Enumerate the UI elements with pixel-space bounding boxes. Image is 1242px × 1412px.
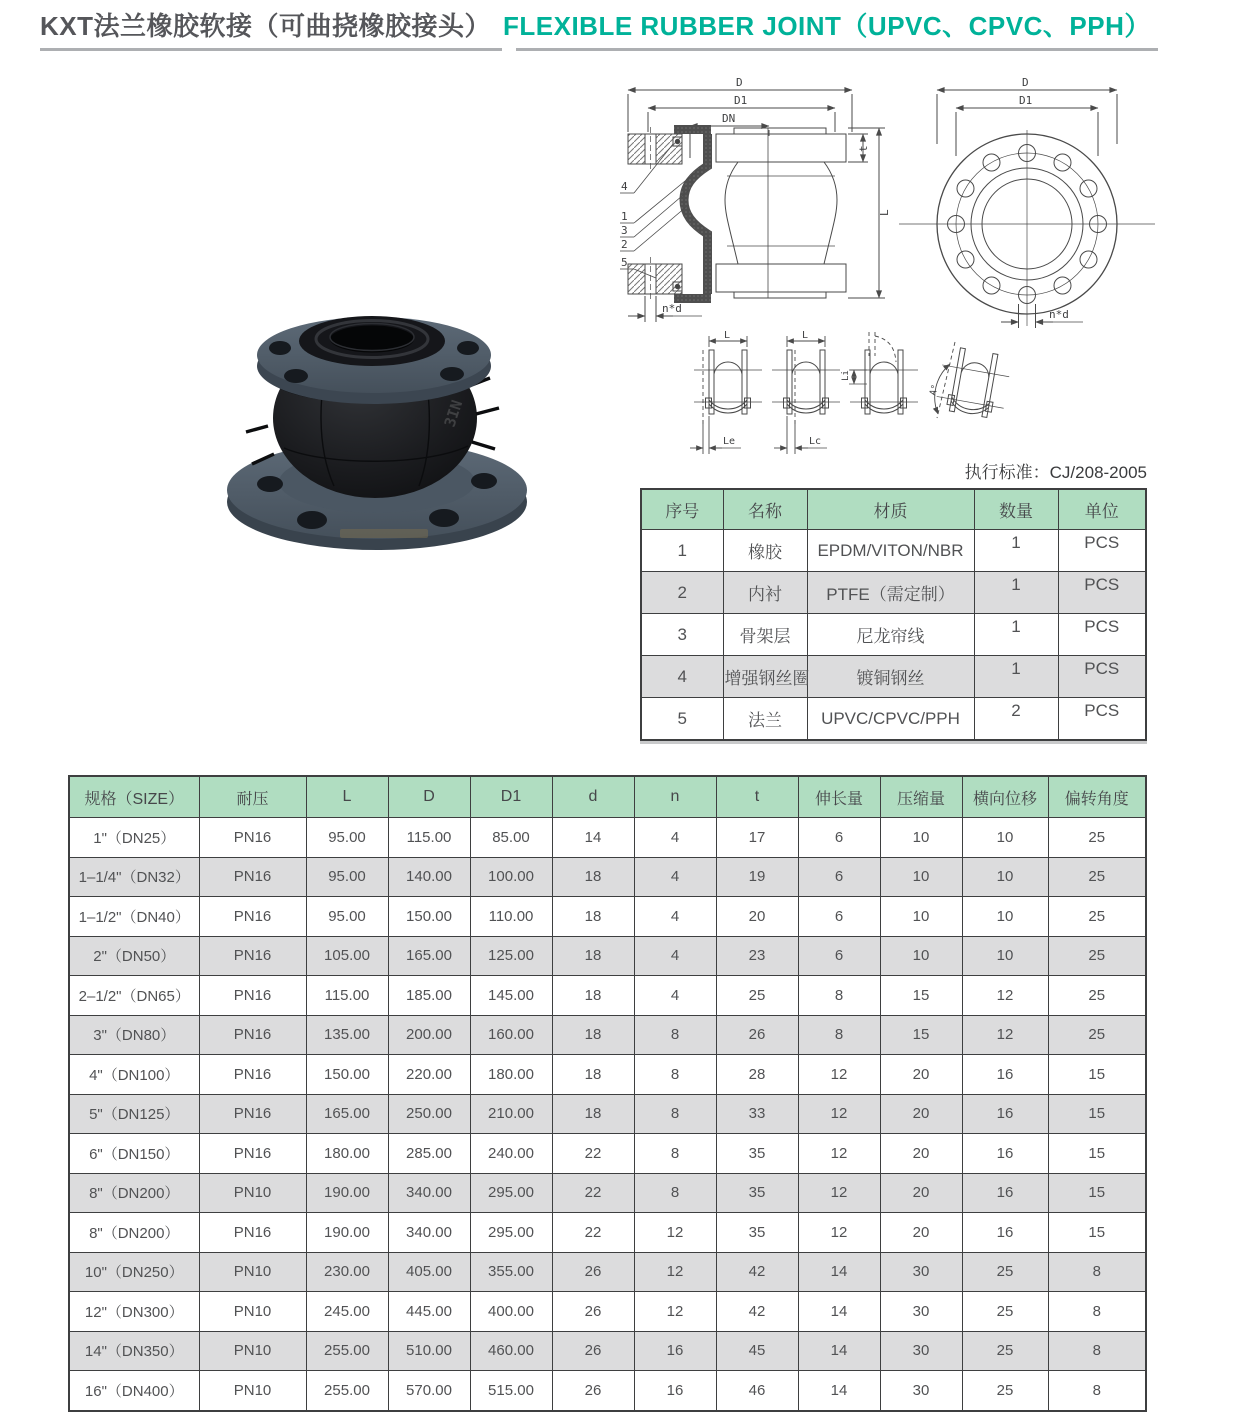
table-cell: 240.00 (470, 1134, 552, 1174)
column-header: 伸长量 (798, 776, 880, 818)
table-cell: 165.00 (306, 1094, 388, 1134)
table-cell: 12 (962, 976, 1048, 1016)
table-cell: 26 (552, 1371, 634, 1411)
table-cell: PN16 (199, 976, 306, 1016)
table-cell: 35 (716, 1173, 798, 1213)
table-cell: PCS (1058, 614, 1146, 656)
table-cell: 12 (798, 1134, 880, 1174)
table-cell: 10 (880, 857, 962, 897)
table-row (69, 1371, 1146, 1411)
table-cell: 180.00 (306, 1134, 388, 1174)
table-cell: 8 (634, 1094, 716, 1134)
table-cell: 16"（DN400） (69, 1371, 199, 1411)
table-cell: 8 (1048, 1292, 1146, 1332)
column-header: d (552, 776, 634, 818)
table-cell: 30 (880, 1331, 962, 1371)
table-cell: 30 (880, 1371, 962, 1411)
table-cell: 20 (880, 1173, 962, 1213)
table-cell: 165.00 (388, 936, 470, 976)
table-cell: 8"（DN200） (69, 1213, 199, 1253)
table-cell: 25 (1048, 818, 1146, 858)
table-cell: 4 (641, 656, 723, 698)
table-row (641, 614, 1146, 656)
table-cell: 增强钢丝圈 (723, 656, 807, 698)
table-row (69, 897, 1146, 937)
table-cell: 镀铜钢丝 (807, 656, 974, 698)
table-cell: 14 (798, 1331, 880, 1371)
header-row (69, 776, 1146, 818)
bore-opening (330, 326, 414, 353)
table-cell: PN16 (199, 1055, 306, 1095)
table-cell: 23 (716, 936, 798, 976)
table-cell: 18 (552, 1055, 634, 1095)
table-row (641, 572, 1146, 614)
table-cell: PN16 (199, 1213, 306, 1253)
spec-table (68, 775, 1147, 1412)
table-cell: PN16 (199, 1094, 306, 1134)
table-cell: 8 (1048, 1252, 1146, 1292)
table-cell: 10 (880, 818, 962, 858)
table-cell: PN10 (199, 1331, 306, 1371)
table-cell: 1 (641, 530, 723, 572)
table-cell: 210.00 (470, 1094, 552, 1134)
table-cell: 42 (716, 1252, 798, 1292)
table-cell: 12 (798, 1094, 880, 1134)
table-cell: PN16 (199, 818, 306, 858)
table-cell: PN10 (199, 1252, 306, 1292)
table-cell: 95.00 (306, 897, 388, 937)
table-cell: 30 (880, 1292, 962, 1332)
table-cell: 8 (634, 1134, 716, 1174)
rubber-marking: 3IN (440, 397, 467, 430)
table-cell: 18 (552, 936, 634, 976)
column-header: t (716, 776, 798, 818)
table-cell: 20 (716, 897, 798, 937)
table-cell: 法兰 (723, 698, 807, 741)
table-cell: 18 (552, 897, 634, 937)
table-cell: 295.00 (470, 1173, 552, 1213)
table-cell: 10 (962, 897, 1048, 937)
table-cell: PCS (1058, 656, 1146, 698)
table-cell: 4 (634, 936, 716, 976)
table-cell: EPDM/VITON/NBR (807, 530, 974, 572)
table-cell: 2 (641, 572, 723, 614)
table-cell: PN10 (199, 1173, 306, 1213)
table-cell: 8 (798, 1015, 880, 1055)
callout-1: 1 (621, 210, 628, 223)
dim-label-d1: D1 (734, 94, 748, 107)
mini-extension-diagram (690, 330, 762, 454)
table-cell: 12 (634, 1213, 716, 1253)
table-cell: 4 (634, 857, 716, 897)
table-cell: 25 (962, 1331, 1048, 1371)
callout-2: 2 (621, 238, 628, 251)
table-cell: 515.00 (470, 1371, 552, 1411)
table-cell: 12 (798, 1173, 880, 1213)
table-cell: 16 (962, 1094, 1048, 1134)
table-cell: 190.00 (306, 1173, 388, 1213)
table-cell: 15 (1048, 1055, 1146, 1095)
dim-label-l: L (878, 209, 891, 216)
callout-5: 5 (621, 256, 628, 269)
table-cell: 17 (716, 818, 798, 858)
table-cell: 8 (1048, 1331, 1146, 1371)
table-cell: 510.00 (388, 1331, 470, 1371)
table-cell: 15 (1048, 1173, 1146, 1213)
table-cell: 1 (974, 530, 1058, 572)
mini-lateral-diagram (841, 332, 918, 414)
table-cell: 30 (880, 1252, 962, 1292)
table-cell: 145.00 (470, 976, 552, 1016)
table-cell: PCS (1058, 698, 1146, 741)
table-cell: 285.00 (388, 1134, 470, 1174)
table-cell: 14 (552, 818, 634, 858)
column-header: 压缩量 (880, 776, 962, 818)
table-cell: 14 (798, 1252, 880, 1292)
table-row (69, 857, 1146, 897)
table-cell: 16 (634, 1371, 716, 1411)
table-cell: 1 (974, 614, 1058, 656)
table-cell: 25 (716, 976, 798, 1016)
table-cell: 4 (634, 976, 716, 1016)
table-cell: 255.00 (306, 1371, 388, 1411)
table-cell: 10"（DN250） (69, 1252, 199, 1292)
table-cell: 6 (798, 897, 880, 937)
table-cell: 110.00 (470, 897, 552, 937)
table-cell: 18 (552, 976, 634, 1016)
table-row (69, 1173, 1146, 1213)
table-row (69, 1134, 1146, 1174)
product-photo (222, 296, 537, 551)
table-cell: 28 (716, 1055, 798, 1095)
table-row (69, 1094, 1146, 1134)
table-cell: 8 (634, 1173, 716, 1213)
table-cell: 22 (552, 1134, 634, 1174)
mini-dim-le: Le (723, 436, 736, 447)
table-cell: 125.00 (470, 936, 552, 976)
table-cell: 45 (716, 1331, 798, 1371)
table-cell: 26 (552, 1252, 634, 1292)
table-cell: 160.00 (470, 1015, 552, 1055)
table-cell: 185.00 (388, 976, 470, 1016)
table-cell: 230.00 (306, 1252, 388, 1292)
table-cell: 16 (962, 1055, 1048, 1095)
table-cell: 135.00 (306, 1015, 388, 1055)
table-cell: 8 (634, 1015, 716, 1055)
table-cell: 6 (798, 857, 880, 897)
standard-note: 执行标准：CJ/208-2005 (964, 463, 1147, 482)
mini-dim-a: A° (928, 383, 942, 397)
table-cell: 140.00 (388, 857, 470, 897)
table-cell: 115.00 (388, 818, 470, 858)
table-cell: 20 (880, 1055, 962, 1095)
table-cell: 2–1/2"（DN65） (69, 976, 199, 1016)
table-cell: 10 (880, 936, 962, 976)
table-cell: 12"（DN300） (69, 1292, 199, 1332)
table-cell: 12 (634, 1252, 716, 1292)
table-cell: 15 (880, 1015, 962, 1055)
table-cell: 26 (716, 1015, 798, 1055)
front-dim-nd: n*d (1049, 308, 1069, 321)
front-dim-d1: D1 (1019, 94, 1033, 107)
table-cell: 3 (641, 614, 723, 656)
table-cell: 5 (641, 698, 723, 741)
mini-compression-diagram (772, 330, 840, 454)
table-cell: 220.00 (388, 1055, 470, 1095)
table-cell: 25 (1048, 857, 1146, 897)
table-row (69, 1252, 1146, 1292)
table-cell: PCS (1058, 572, 1146, 614)
column-header: L (306, 776, 388, 818)
parts-table-header (641, 489, 1146, 530)
callout-3: 3 (621, 224, 628, 237)
table-row (641, 698, 1146, 741)
table-cell: UPVC/CPVC/PPH (807, 698, 974, 741)
column-header: 偏转角度 (1048, 776, 1146, 818)
table-row (641, 656, 1146, 698)
table-cell: 15 (1048, 1134, 1146, 1174)
table-cell: 445.00 (388, 1292, 470, 1332)
table-cell: 6"（DN150） (69, 1134, 199, 1174)
table-cell: 340.00 (388, 1213, 470, 1253)
table-cell: 10 (962, 857, 1048, 897)
table-cell: 16 (634, 1331, 716, 1371)
table-cell: 25 (962, 1292, 1048, 1332)
table-cell: 18 (552, 857, 634, 897)
table-row (69, 1055, 1146, 1095)
flange-label-strip (340, 529, 428, 538)
dim-label-d: D (736, 76, 743, 89)
table-cell: 内衬 (723, 572, 807, 614)
table-cell: 200.00 (388, 1015, 470, 1055)
table-cell: 1 (974, 572, 1058, 614)
section-drawing (616, 70, 896, 332)
table-cell: PN16 (199, 897, 306, 937)
table-cell: 19 (716, 857, 798, 897)
table-cell: 25 (962, 1371, 1048, 1411)
table-cell: 16 (962, 1213, 1048, 1253)
table-cell: 26 (552, 1292, 634, 1332)
table-row (69, 818, 1146, 858)
table-cell: 25 (1048, 897, 1146, 937)
table-cell: 6 (798, 936, 880, 976)
column-header: D (388, 776, 470, 818)
table-cell: 190.00 (306, 1213, 388, 1253)
table-cell: 15 (880, 976, 962, 1016)
table-cell: 8 (1048, 1371, 1146, 1411)
table-cell: 85.00 (470, 818, 552, 858)
table-cell: 12 (798, 1055, 880, 1095)
table-cell: 295.00 (470, 1213, 552, 1253)
table-cell: 8 (798, 976, 880, 1016)
column-header: 单位 (1058, 489, 1146, 530)
table-cell: PN16 (199, 1015, 306, 1055)
table-cell: 14 (798, 1371, 880, 1411)
table-cell: 尼龙帘线 (807, 614, 974, 656)
table-cell: 12 (634, 1292, 716, 1332)
table-cell: 14"（DN350） (69, 1331, 199, 1371)
table-cell: 2 (974, 698, 1058, 741)
table-cell: 10 (962, 936, 1048, 976)
table-cell: 25 (1048, 1015, 1146, 1055)
table-cell: 2"（DN50） (69, 936, 199, 976)
column-header: 名称 (723, 489, 807, 530)
table-cell: 22 (552, 1173, 634, 1213)
mini-dim-lc: Lc (809, 436, 822, 447)
table-cell: 14 (798, 1292, 880, 1332)
table-cell: 25 (1048, 936, 1146, 976)
table-cell: 20 (880, 1213, 962, 1253)
mini-dim-li: Li (841, 370, 851, 381)
table-cell: 35 (716, 1213, 798, 1253)
movement-diagrams (683, 330, 1018, 468)
table-cell: 570.00 (388, 1371, 470, 1411)
page-title-chinese: KXT法兰橡胶软接（可曲挠橡胶接头） (40, 11, 492, 41)
table-cell: 20 (880, 1134, 962, 1174)
table-cell: 35 (716, 1134, 798, 1174)
dim-label-t: t (857, 145, 870, 152)
table-cell: 25 (1048, 976, 1146, 1016)
column-header: 规格（SIZE） (69, 776, 199, 818)
table-cell: 150.00 (306, 1055, 388, 1095)
table-row (641, 530, 1146, 572)
table-cell: 4 (634, 897, 716, 937)
table-cell: 8 (634, 1055, 716, 1095)
table-cell: 骨架层 (723, 614, 807, 656)
table-cell: 46 (716, 1371, 798, 1411)
table-cell: 18 (552, 1094, 634, 1134)
table-cell: 1 (974, 656, 1058, 698)
table-cell: 4"（DN100） (69, 1055, 199, 1095)
header-row (641, 489, 1146, 530)
table-row (69, 936, 1146, 976)
table-cell: 6 (798, 818, 880, 858)
table-cell: 10 (880, 897, 962, 937)
table-cell: 245.00 (306, 1292, 388, 1332)
table-row (69, 1331, 1146, 1371)
table-cell: 340.00 (388, 1173, 470, 1213)
column-header: 序号 (641, 489, 723, 530)
table-cell: 橡胶 (723, 530, 807, 572)
table-cell: 18 (552, 1015, 634, 1055)
dim-label-dn: DN (722, 112, 736, 125)
table-cell: 1"（DN25） (69, 818, 199, 858)
title-underline-left (40, 48, 502, 51)
table-cell: PN10 (199, 1371, 306, 1411)
table-cell: 115.00 (306, 976, 388, 1016)
title-underline-right (516, 48, 1158, 51)
table-row (69, 1213, 1146, 1253)
front-dim-d: D (1022, 76, 1029, 89)
table-cell: 16 (962, 1173, 1048, 1213)
table-cell: 95.00 (306, 818, 388, 858)
dim-label-nd: n*d (662, 302, 682, 315)
front-view-drawing (893, 74, 1161, 336)
table-row (69, 1015, 1146, 1055)
mini-dim-l: L (724, 330, 731, 341)
table-cell: 33 (716, 1094, 798, 1134)
table-cell: 355.00 (470, 1252, 552, 1292)
table-cell: 8"（DN200） (69, 1173, 199, 1213)
table-cell: 150.00 (388, 897, 470, 937)
table-row (69, 1292, 1146, 1332)
table-cell: 15 (1048, 1213, 1146, 1253)
table-cell: 20 (880, 1094, 962, 1134)
column-header: 数量 (974, 489, 1058, 530)
table-cell: 400.00 (470, 1292, 552, 1332)
column-header: 材质 (807, 489, 974, 530)
table-cell: 250.00 (388, 1094, 470, 1134)
table-cell: 16 (962, 1134, 1048, 1174)
table-cell: 3"（DN80） (69, 1015, 199, 1055)
column-header: n (634, 776, 716, 818)
page-title-english: FLEXIBLE RUBBER JOINT（UPVC、CPVC、PPH） (503, 11, 1151, 41)
table-cell: 405.00 (388, 1252, 470, 1292)
table-cell: 42 (716, 1292, 798, 1332)
table-cell: 180.00 (470, 1055, 552, 1095)
table-cell: 105.00 (306, 936, 388, 976)
table-cell: 10 (962, 818, 1048, 858)
table-cell: 5"（DN125） (69, 1094, 199, 1134)
parts-table-body (641, 530, 1146, 741)
table-cell: 1–1/4"（DN32） (69, 857, 199, 897)
table-cell: 12 (798, 1213, 880, 1253)
table-cell: PN16 (199, 857, 306, 897)
page-title (40, 6, 1151, 43)
column-header: D1 (470, 776, 552, 818)
callout-4: 4 (621, 180, 628, 193)
table-cell: 12 (962, 1015, 1048, 1055)
mini-dim-l2: L (802, 330, 809, 341)
table-cell: 15 (1048, 1094, 1146, 1134)
table-cell: 95.00 (306, 857, 388, 897)
table-cell: 460.00 (470, 1331, 552, 1371)
spec-table-body (69, 818, 1146, 1411)
table-cell: 1–1/2"（DN40） (69, 897, 199, 937)
column-header: 横向位移 (962, 776, 1048, 818)
mini-angular-diagram (928, 342, 1012, 420)
table-cell: 26 (552, 1331, 634, 1371)
table-cell: PTFE（需定制） (807, 572, 974, 614)
table-cell: 100.00 (470, 857, 552, 897)
table-cell: PN16 (199, 1134, 306, 1174)
column-header: 耐压 (199, 776, 306, 818)
table-cell: 25 (962, 1252, 1048, 1292)
table-cell: 255.00 (306, 1331, 388, 1371)
table-cell: PCS (1058, 530, 1146, 572)
table-row (69, 976, 1146, 1016)
spec-table-header (69, 776, 1146, 818)
table-cell: 22 (552, 1213, 634, 1253)
table-cell: 4 (634, 818, 716, 858)
table-cell: PN16 (199, 936, 306, 976)
parts-table (640, 488, 1147, 741)
table-cell: PN10 (199, 1292, 306, 1332)
